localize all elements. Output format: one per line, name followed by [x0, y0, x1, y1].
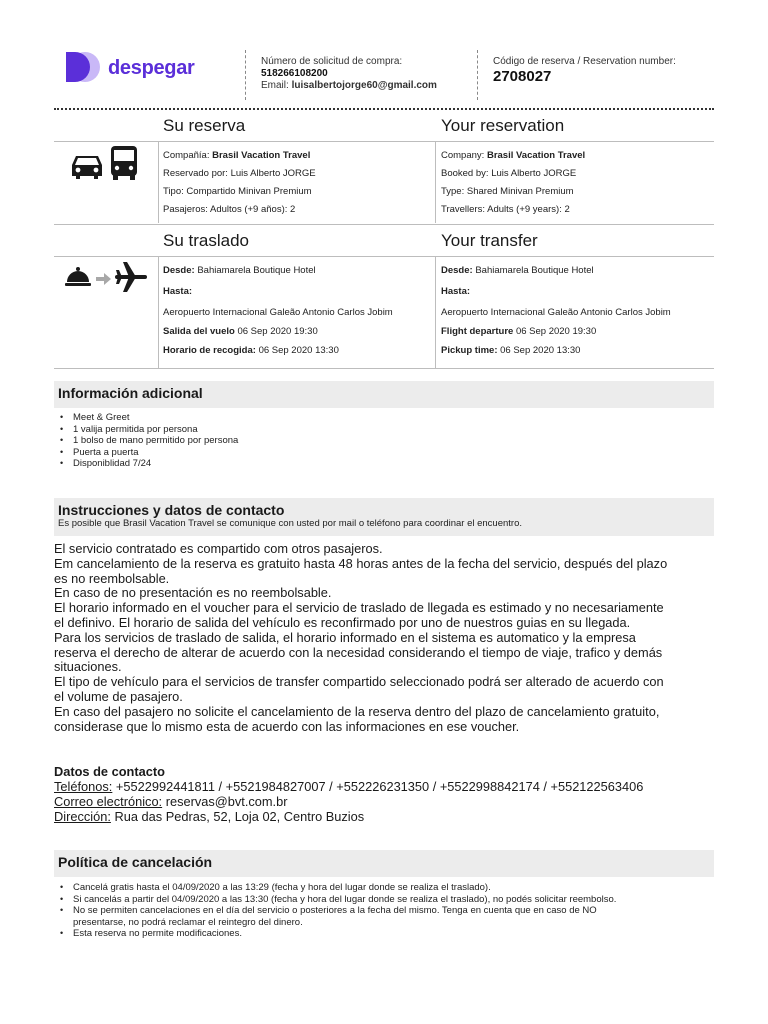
reservation-label: Código de reserva / Reservation number:	[493, 56, 676, 67]
arrow-right-icon	[96, 272, 112, 290]
transfer-title-es: Su traslado	[163, 231, 249, 250]
divider	[54, 368, 714, 369]
airplane-icon	[115, 260, 147, 299]
request-label: Número de solicitud de compra:	[261, 56, 403, 67]
additional-info-item: • Disponiblidad 7/24	[54, 458, 714, 470]
instructions-text	[54, 542, 714, 734]
header-divider	[245, 50, 246, 100]
email-line: Correo electrónico: reservas@bvt.com.br	[54, 794, 288, 809]
hotel-bell-icon	[64, 266, 92, 293]
contact-title: Datos de contacto	[54, 764, 165, 779]
transfer-details-es: Desde: Bahiamarela Boutique Hotel Hasta: Aeropuerto Internacional Galeão Antonio Carlos Jobim Salida del vuelo 06 Sep 2020 19:30 Horario de recogida: 06 Sep 2020 13:30	[163, 265, 393, 356]
additional-info-item: • Puerta a puerta	[54, 447, 714, 459]
reservation-number: 2708027	[493, 68, 552, 85]
instruction-line: el volume de pasajero.	[54, 688, 183, 704]
instruction-line: el definivo. El horario de salida del vehículo es reconfirmado por uno de nuestros guias en su llegada.	[54, 614, 631, 630]
divider	[54, 256, 714, 257]
contact-email[interactable]: reservas@bvt.com.br	[165, 794, 288, 809]
divider	[435, 256, 436, 368]
additional-info-title: Información adicional	[58, 385, 203, 401]
address-value: Rua das Pedras, 52, Loja 02, Centro Buzios	[114, 809, 365, 824]
cancellation-item: • Esta reserva no permite modificaciones.	[54, 928, 714, 940]
divider	[158, 141, 159, 223]
instruction-line: En caso del pasajero no solicite el cancelamiento de la reserva dentro del plazo de cancelamiento gratuito,	[54, 703, 660, 719]
additional-info-item: • 1 bolso de mano permitido por persona	[54, 435, 714, 447]
instruction-line: considerase que lo mismo esta de acuerdo con las informaciones en ese voucher.	[54, 718, 520, 734]
cancellation-title: Política de cancelación	[58, 854, 213, 870]
cancellation-header	[54, 850, 714, 877]
reservation-details-en: Company: Brasil Vacation Travel Booked by: Luis Alberto JORGE Type: Shared Minivan Premium Travellers: Adults (+9 years): 2	[441, 150, 586, 215]
cancellation-item: presentarse, no podrá reclamar el reintegro del dinero.	[73, 916, 303, 928]
phones-line: Teléfonos: +5522992441811 / +5521984827007 / +552226231350 / +5522998842174 / +552122563406	[54, 779, 644, 794]
transfer-details-en: Desde: Bahiamarela Boutique Hotel Hasta: Aeropuerto Internacional Galeão Antonio Carlos Jobim Flight departure 06 Sep 2020 19:30 Pickup time: 06 Sep 2020 13:30	[441, 265, 671, 356]
cancellation-item: • Cancelá gratis hasta el 04/09/2020 a las 13:29 (fecha y hora del lugar donde se realiza el traslado).	[54, 882, 714, 894]
header-divider	[477, 50, 478, 100]
email-value[interactable]: luisalbertojorge60@gmail.com	[291, 80, 437, 91]
despegar-logo-icon	[66, 50, 102, 84]
car-icon	[69, 148, 105, 187]
instructions-subtitle: Es posible que Brasil Vacation Travel se comunique con usted por mail o teléfono para coordinar el encuentro.	[58, 518, 523, 529]
request-info	[261, 56, 437, 92]
instruction-line: Em cancelamiento de la reserva es gratuito hasta 48 horas antes de la fecha del servicio, después del plazo	[54, 555, 668, 571]
reservation-details-es: Compañía: Brasil Vacation Travel Reservado por: Luis Alberto JORGE Tipo: Compartido Minivan Premium Pasajeros: Adultos (+9 años): 2	[163, 150, 316, 215]
additional-info-header	[54, 381, 714, 408]
request-number: 518266108200	[261, 68, 328, 79]
divider	[54, 141, 714, 142]
dotted-separator	[54, 108, 714, 110]
contact-block	[54, 764, 714, 824]
reservation-title-en: Your reservation	[441, 116, 565, 135]
instruction-line: El servicio contratado es compartido com otros pasajeros.	[54, 541, 383, 556]
cancellation-item: • Si cancelás a partir del 04/09/2020 a las 13:30 (fecha y hora del lugar donde se realiza el traslado), no podés solicitar reembolso.	[54, 894, 714, 906]
reservation-title-es: Su reserva	[163, 116, 246, 135]
brand-name: despegar	[108, 57, 195, 79]
divider	[158, 256, 159, 368]
instruction-line: El tipo de vehículo para el servicios de transfer compartido seleccionado podrá ser alterado de acuerdo con	[54, 674, 664, 690]
instructions-title: Instrucciones y datos de contacto	[58, 502, 285, 518]
reservation-code	[493, 56, 676, 85]
divider	[54, 224, 714, 225]
additional-info-list	[54, 412, 714, 470]
cancellation-item: • No se permiten cancelaciones en el día del servicio o posteriores a la fecha del mismo. Tenga en cuenta que en caso de NO	[54, 905, 714, 917]
cancellation-list	[54, 882, 714, 940]
divider	[435, 141, 436, 223]
instruction-line: Para los servicios de traslado de salida, el horario informado en el sistema es automatico y la empresa	[54, 629, 636, 645]
instruction-line: situaciones.	[54, 659, 122, 675]
additional-info-item: • Meet & Greet	[54, 412, 714, 424]
instructions-header	[54, 498, 714, 536]
email-line: Email: luisalbertojorge60@gmail.com	[261, 80, 437, 91]
instruction-line: es no reembolsable.	[54, 570, 170, 586]
address-line: Dirección: Rua das Pedras, 52, Loja 02, Centro Buzios	[54, 809, 365, 824]
bus-icon	[108, 145, 140, 186]
instruction-line: reserva el derecho de alterar de acuerdo con la necesidad considerando el tiempo de viaje, trafico y demás	[54, 644, 663, 660]
additional-info-item: • 1 valija permitida por persona	[54, 424, 714, 436]
instruction-line: El horario informado en el voucher para el servicio de traslado de llegada es estimado y no necesariamente	[54, 600, 664, 616]
transfer-title-en: Your transfer	[441, 231, 538, 250]
phones-value[interactable]: +5522992441811 / +5521984827007 / +552226231350 / +5522998842174 / +552122563406	[115, 779, 644, 794]
instruction-line: En caso de no presentación es no reembolsable.	[54, 585, 332, 601]
